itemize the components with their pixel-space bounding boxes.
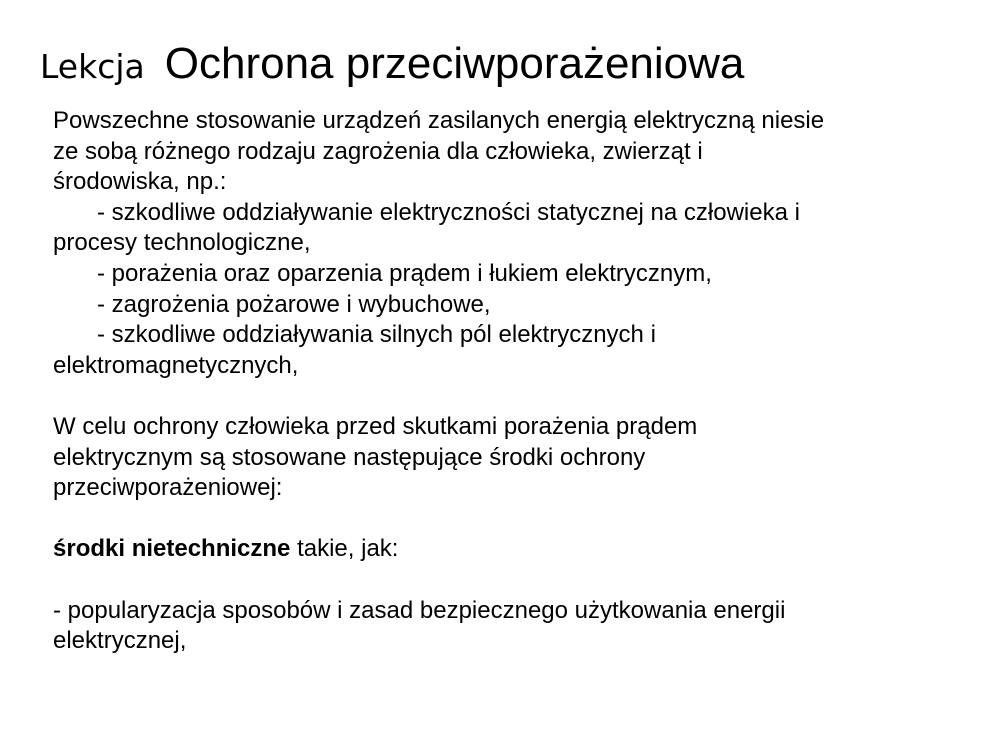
title-main: Ochrona przeciwporażeniowa xyxy=(164,39,745,88)
hazard-2-line xyxy=(53,259,973,290)
title-prefix: Lekcja xyxy=(40,47,145,86)
measure-item-1-line-2: elektrycznej, xyxy=(53,627,187,655)
measures-heading xyxy=(53,534,973,565)
intro-line-1: Powszechne stosowanie urządzeń zasilanych energią elektryczną niesie xyxy=(53,107,825,134)
paragraph-gap xyxy=(53,381,973,412)
intro-line-3: środowiska, np.: xyxy=(53,168,227,196)
protection-line-3: przeciwporażeniowej: xyxy=(53,474,283,502)
protection-line-1: W celu ochrony człowieka przed skutkami porażenia prądem xyxy=(53,412,698,440)
slide-body xyxy=(53,106,973,657)
hazard-1-line-2: procesy technologiczne, xyxy=(53,229,311,257)
hazard-3-text: - zagrożenia pożarowe i wybuchowe, xyxy=(97,290,491,318)
measures-rest: takie, jak: xyxy=(290,535,399,563)
intro-line-2: ze sobą różnego rodzaju zagrożenia dla człowieka, zwierząt i xyxy=(53,137,703,165)
slide-title xyxy=(40,38,744,91)
hazard-4-line-1 xyxy=(53,320,973,351)
measure-item-1-line-1: - popularyzacja sposobów i zasad bezpiecznego użytkowania energii xyxy=(53,596,786,624)
hazard-1-line-1 xyxy=(53,198,973,229)
measures-bold-label: środki nietechniczne xyxy=(53,535,291,563)
paragraph-gap xyxy=(53,565,973,596)
paragraph-gap xyxy=(53,504,973,535)
protection-line-2: elektrycznym są stosowane następujące środki ochrony xyxy=(53,443,646,471)
hazard-3-line xyxy=(53,290,973,321)
hazard-4-line-2: elektromagnetycznych, xyxy=(53,351,299,379)
hazard-1-text: - szkodliwe oddziaływanie elektryczności statycznej na człowieka i xyxy=(97,198,800,226)
hazard-4-text: - szkodliwe oddziaływania silnych pól elektrycznych i xyxy=(97,321,656,349)
hazard-2-text: - porażenia oraz oparzenia prądem i łukiem elektrycznym, xyxy=(97,259,712,287)
